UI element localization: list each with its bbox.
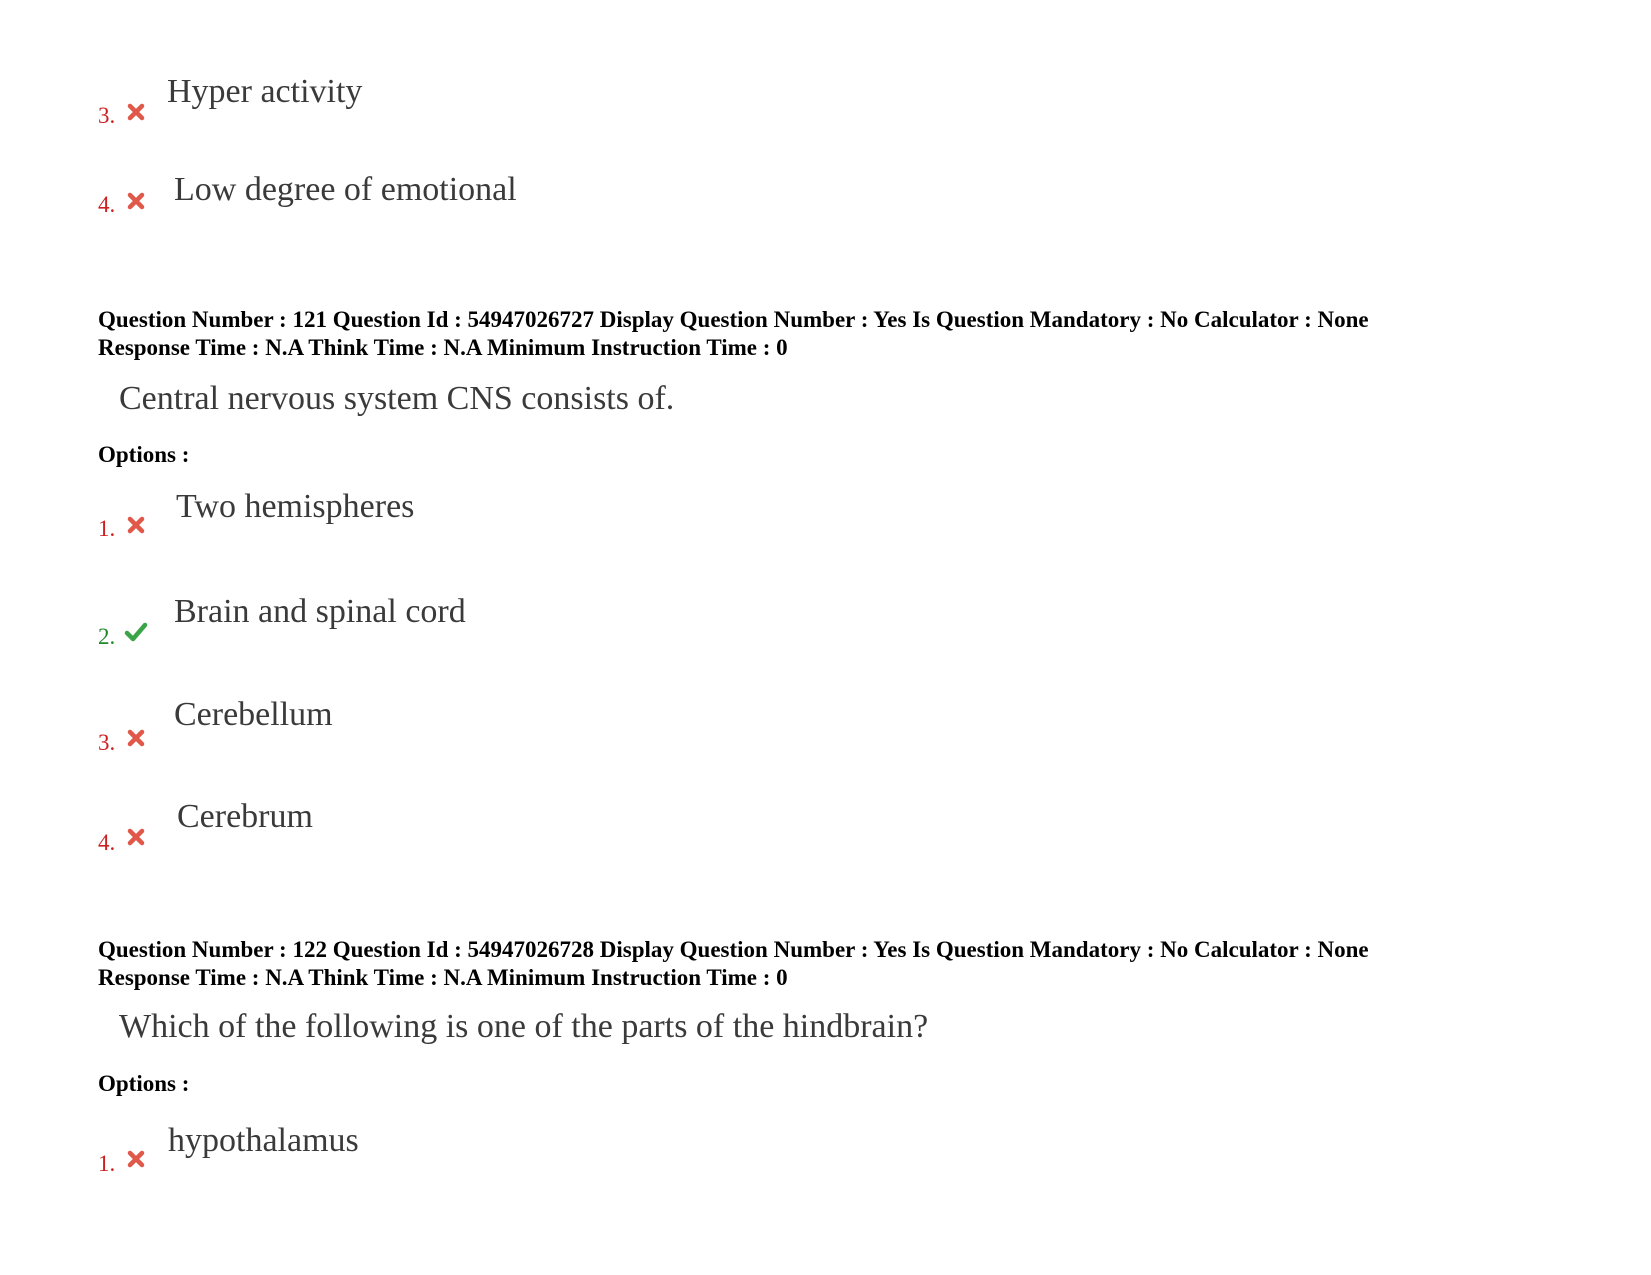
option-number: 1. (98, 1151, 116, 1176)
option-text: Cerebellum (174, 696, 333, 733)
option-text: hypothalamus (168, 1122, 359, 1159)
options-label: Options : (98, 442, 190, 467)
options-label: Options : (98, 1071, 190, 1096)
question-meta (98, 306, 1618, 362)
cross-icon (126, 728, 146, 748)
option-number: 1. (98, 516, 116, 541)
check-icon (124, 621, 148, 643)
option-number: 2. (98, 624, 116, 649)
option-number: 4. (98, 830, 116, 855)
question-text: Which of the following is one of the parts of the hindbrain? (119, 1008, 929, 1045)
option-number: 4. (98, 192, 116, 217)
question-text: Central nervous system CNS consists of. (119, 380, 675, 417)
cross-icon (126, 1149, 146, 1169)
option-text: Brain and spinal cord (174, 593, 466, 630)
cross-icon (126, 515, 146, 535)
option-text: Hyper activity (167, 73, 363, 110)
option-text: Cerebrum (177, 798, 313, 835)
option-text: Two hemispheres (176, 488, 415, 525)
option-number: 3. (98, 730, 116, 755)
option-number: 3. (98, 103, 116, 128)
question-meta-line: Question Number : 121 Question Id : 54947026727 Display Question Number : Yes Is Question Mandatory : No Calculator : None (98, 307, 1369, 332)
question-meta-line: Response Time : N.A Think Time : N.A Minimum Instruction Time : 0 (98, 965, 788, 990)
option-text: Low degree of emotional (174, 171, 517, 208)
cross-icon (126, 102, 146, 122)
question-meta-line: Response Time : N.A Think Time : N.A Minimum Instruction Time : 0 (98, 335, 788, 360)
question-meta (98, 936, 1618, 992)
question-meta-line: Question Number : 122 Question Id : 54947026728 Display Question Number : Yes Is Question Mandatory : No Calculator : None (98, 937, 1369, 962)
cross-icon (126, 827, 146, 847)
cross-icon (126, 191, 146, 211)
